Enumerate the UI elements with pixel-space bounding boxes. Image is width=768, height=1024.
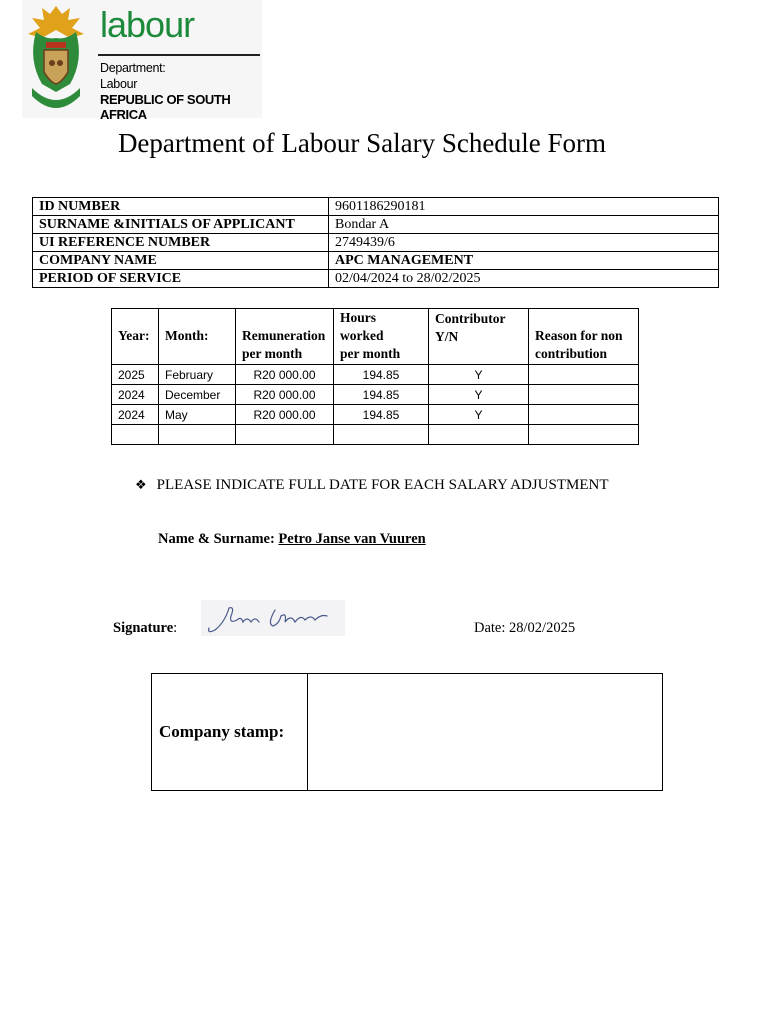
table-row — [33, 234, 719, 252]
ui-reference-label: UI REFERENCE NUMBER — [33, 234, 329, 252]
month-cell — [159, 425, 236, 445]
handwritten-signature-icon — [201, 600, 345, 636]
table-row — [112, 365, 639, 385]
period-of-service-label: PERIOD OF SERVICE — [33, 270, 329, 288]
reason-header — [529, 309, 639, 365]
table-row — [33, 216, 719, 234]
surname-label: SURNAME &INITIALS OF APPLICANT — [33, 216, 329, 234]
table-row — [33, 198, 719, 216]
signature-image — [201, 600, 345, 636]
page-title: Department of Labour Salary Schedule Form — [117, 128, 607, 158]
reason-cell — [529, 425, 639, 445]
hours-cell — [334, 425, 429, 445]
remuneration-cell: R20 000.00 — [236, 365, 334, 385]
reason-cell — [529, 385, 639, 405]
logo-divider — [98, 54, 260, 56]
ui-reference-value: 2749439/6 — [329, 234, 719, 252]
diamond-bullet-icon: ❖ — [135, 478, 147, 493]
table-row — [112, 425, 639, 445]
reason-header-line: contribution — [535, 346, 608, 361]
company-stamp-area — [308, 674, 663, 791]
applicant-info-table — [32, 197, 719, 288]
name-label: Name & Surname: — [158, 531, 275, 547]
id-number-value: 9601186290181 — [329, 198, 719, 216]
hours-cell: 194.85 — [334, 365, 429, 385]
table-row — [33, 252, 719, 270]
contributor-cell: Y — [429, 405, 529, 425]
contributor-cell: Y — [429, 385, 529, 405]
hours-header-line: worked — [340, 328, 384, 343]
note-text: PLEASE INDICATE FULL DATE FOR EACH SALARY ADJUSTMENT — [156, 477, 609, 493]
hours-cell: 194.85 — [334, 385, 429, 405]
year-header: Year: — [112, 309, 159, 365]
company-stamp-label: Company stamp: — [152, 674, 308, 791]
hours-cell: 194.85 — [334, 405, 429, 425]
department-logo — [22, 0, 262, 122]
reason-cell — [529, 365, 639, 385]
contributor-cell: Y — [429, 365, 529, 385]
month-cell: December — [159, 385, 236, 405]
signature-colon: : — [173, 620, 178, 636]
table-row — [152, 674, 663, 791]
remuneration-header-line: per month — [242, 346, 303, 361]
signature-line — [113, 620, 177, 637]
period-of-service-value: 02/04/2024 to 28/02/2025 — [329, 270, 719, 288]
logo-department — [100, 60, 165, 92]
salary-adjustment-note — [135, 477, 608, 494]
month-cell: February — [159, 365, 236, 385]
month-cell: May — [159, 405, 236, 425]
contributor-header — [429, 309, 529, 365]
contributor-cell — [429, 425, 529, 445]
reason-cell — [529, 405, 639, 425]
signature-label: Signature — [113, 620, 174, 636]
company-stamp-box — [151, 673, 663, 791]
remuneration-header — [236, 309, 334, 365]
name-surname-line — [158, 531, 426, 548]
reason-header-line: Reason for non — [535, 328, 623, 343]
surname-value: Bondar A — [329, 216, 719, 234]
date-line — [474, 620, 575, 637]
date-value: 28/02/2025 — [509, 620, 576, 636]
table-row — [112, 385, 639, 405]
month-header: Month: — [159, 309, 236, 365]
year-cell: 2024 — [112, 405, 159, 425]
logo-country: REPUBLIC OF SOUTH AFRICA — [100, 92, 231, 122]
hours-header-line: Hours — [340, 310, 377, 325]
logo-department-line1: Department: — [100, 61, 166, 75]
id-number-label: ID NUMBER — [33, 198, 329, 216]
company-name-value: APC MANAGEMENT — [329, 252, 719, 270]
year-cell: 2025 — [112, 365, 159, 385]
year-cell — [112, 425, 159, 445]
logo-wordmark: labour — [100, 4, 195, 45]
table-row — [112, 405, 639, 425]
coat-of-arms-icon — [22, 0, 90, 118]
remuneration-cell: R20 000.00 — [236, 385, 334, 405]
year-cell: 2024 — [112, 385, 159, 405]
hours-header-line: per month — [340, 346, 401, 361]
name-value: Petro Janse van Vuuren — [278, 531, 426, 547]
remuneration-cell: R20 000.00 — [236, 405, 334, 425]
contributor-header-line: Y/N — [435, 329, 459, 344]
remuneration-header-line: Remuneration — [242, 328, 326, 343]
table-header-row — [112, 309, 639, 365]
logo-department-line2: Labour — [100, 77, 138, 91]
company-name-label: COMPANY NAME — [33, 252, 329, 270]
contributor-header-line: Contributor — [435, 311, 506, 326]
date-label: Date: — [474, 620, 506, 636]
remuneration-cell — [236, 425, 334, 445]
salary-schedule-table — [111, 308, 639, 445]
hours-header — [334, 309, 429, 365]
table-row — [33, 270, 719, 288]
